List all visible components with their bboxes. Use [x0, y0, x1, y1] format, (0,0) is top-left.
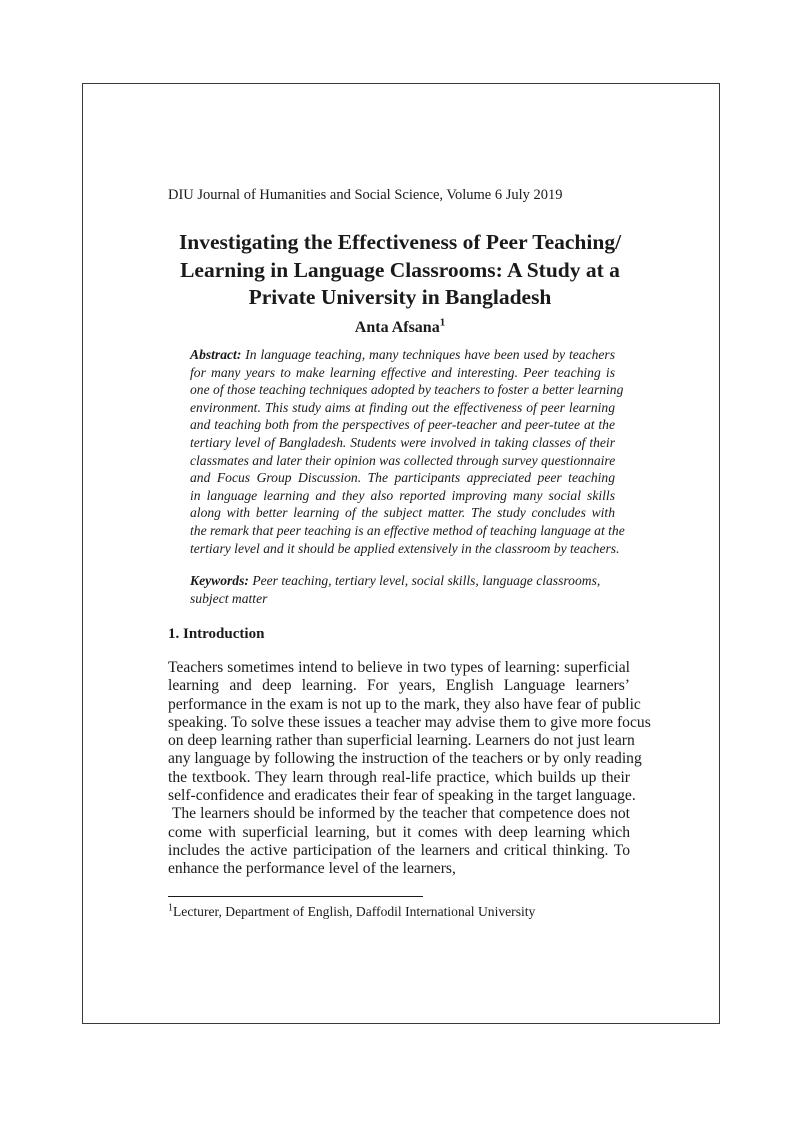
title-line: Private University in Bangladesh: [248, 285, 552, 309]
intro-line: any language by following the instruction of the teachers or by only reading: [168, 750, 642, 768]
intro-line: the textbook. They learn through real-life practice, which builds up their: [168, 768, 630, 786]
intro-line: self-confidence and eradicates their fear of speaking in the target language.: [168, 787, 636, 805]
author-name: Anta Afsana: [354, 319, 440, 336]
intro-line: enhance the performance level of the learners,: [168, 860, 456, 878]
abstract-line: tertiary level and it should be applied extensively in the classroom by teachers.: [190, 540, 620, 556]
author-footnote-mark: 1: [439, 316, 446, 329]
footnote-mark: 1: [168, 902, 173, 914]
paper-title: [150, 229, 650, 312]
footnote-text: Lecturer, Department of English, Daffodil International University: [173, 904, 536, 919]
abstract-line: and teaching both from the perspectives of peer-teacher and peer-tutee at the: [190, 417, 615, 433]
intro-line: includes the active participation of the learners and critical thinking. To: [168, 841, 630, 859]
abstract-line: one of those teaching techniques adopted by teachers to foster a better learning: [190, 382, 624, 398]
abstract-line: tertiary level of Bangladesh. Students were involved in taking classes of their: [190, 434, 615, 450]
title-line: Learning in Language Classrooms: A Study at a: [180, 257, 620, 282]
abstract: [190, 346, 625, 557]
intro-paragraph: [168, 659, 651, 879]
intro-line: Teachers sometimes intend to believe in two types of learning: superficial: [168, 659, 630, 676]
intro-line: on deep learning rather than superficial learning. Learners do not just learn: [168, 732, 635, 750]
intro-line: speaking. To solve these issues a teacher may advise them to give more focus: [168, 713, 651, 731]
title-line: Investigating the Effectiveness of Peer Teaching/: [178, 230, 622, 254]
abstract-line: and Focus Group Discussion. The participants appreciated peer teaching: [190, 470, 615, 486]
keywords-label: Keywords:: [190, 573, 249, 588]
abstract-line: the remark that peer teaching is an effective method of teaching language at the: [190, 522, 625, 538]
footnote: [168, 903, 535, 921]
abstract-line: classmates and later their opinion was collected through survey questionnaire: [190, 452, 616, 468]
abstract-line: Abstract: In language teaching, many techniques have been used by teachers: [190, 347, 616, 362]
abstract-label: Abstract:: [190, 347, 242, 362]
abstract-line: for many years to make learning effective and interesting. Peer teaching is: [190, 364, 615, 380]
keywords-line: Keywords: Peer teaching, tertiary level, social skills, language classrooms,: [190, 573, 601, 588]
journal-header: DIU Journal of Humanities and Social Science, Volume 6 July 2019: [168, 187, 563, 203]
abstract-line: environment. This study aims at finding out the effectiveness of peer learning: [190, 399, 615, 415]
author: [150, 318, 650, 338]
keywords: [190, 572, 615, 607]
intro-line: performance in the exam is not up to the mark, they also have fear of public: [168, 695, 641, 713]
keywords-line: subject matter: [190, 590, 268, 606]
intro-line: The learners should be informed by the teacher that competence does not: [168, 805, 630, 823]
abstract-line: in language learning and they also reported improving many social skills: [190, 487, 615, 503]
footnote-divider: [168, 896, 423, 897]
intro-line: learning and deep learning. For years, English Language learners’: [168, 677, 630, 695]
section-heading: 1. Introduction: [168, 626, 265, 642]
intro-line: come with superficial learning, but it comes with deep learning which: [168, 823, 630, 841]
abstract-line: along with better learning of the subject matter. The study concludes with: [190, 505, 615, 521]
